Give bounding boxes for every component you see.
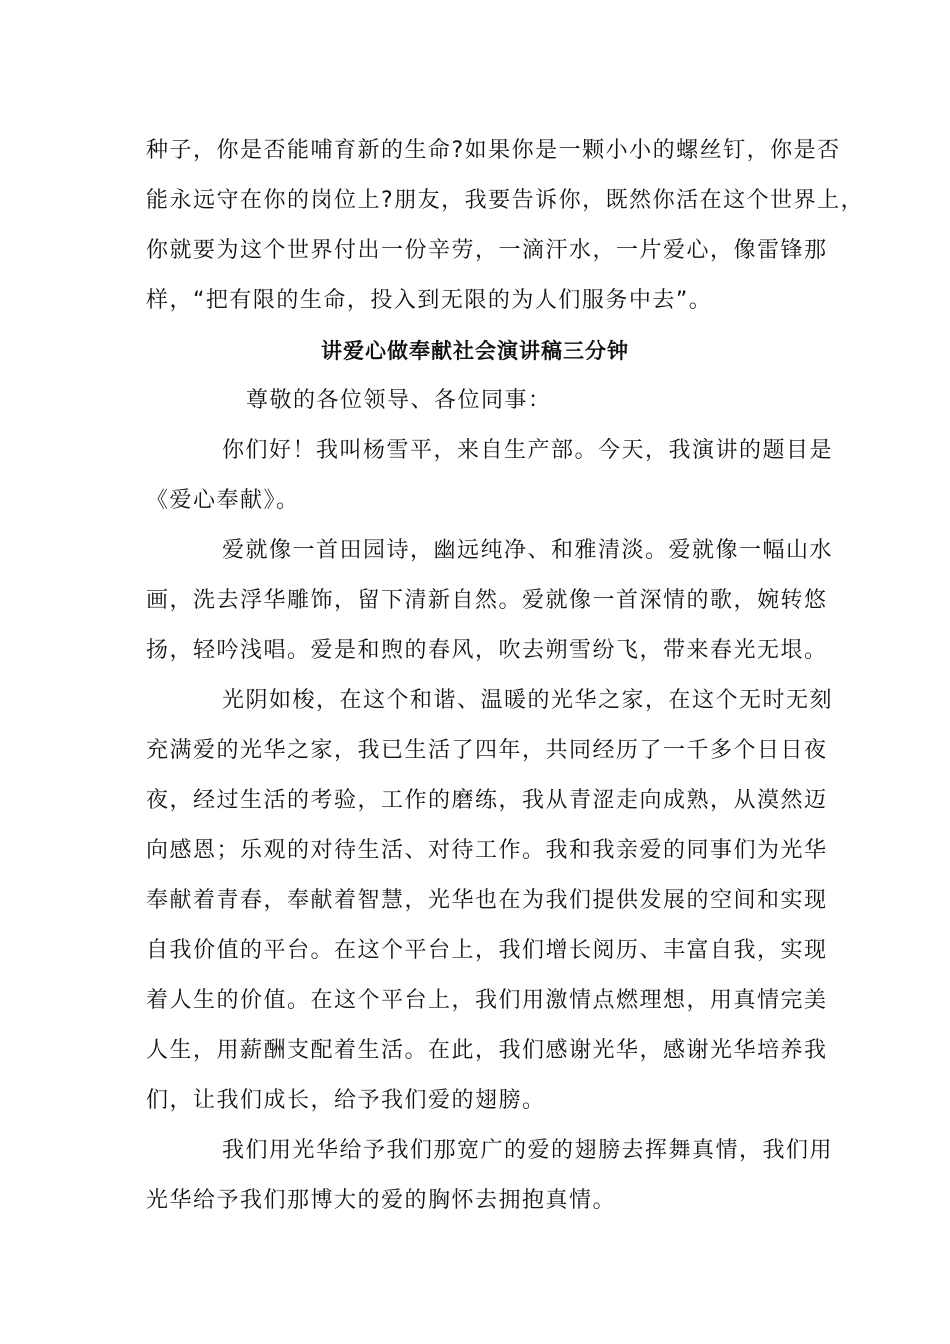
intro-line: 样，“把有限的生命，投入到无限的为人们服务中去”。 [146, 288, 713, 313]
paragraph-line: 光阴如梭，在这个和谐、温暖的光华之家，在这个无时无刻 [222, 688, 834, 713]
intro-line: 你就要为这个世界付出一份辛劳，一滴汗水，一片爱心，像雷锋那 [146, 238, 828, 263]
paragraph-line: 向感恩；乐观的对待生活、对待工作。我和我亲爱的同事们为光华 [146, 838, 828, 863]
section-title: 讲爱心做奉献社会演讲稿三分钟 [321, 339, 629, 363]
paragraph-line: 爱就像一首田园诗，幽远纯净、和雅清淡。爱就像一幅山水 [222, 538, 834, 563]
paragraph-line: 充满爱的光华之家，我已生活了四年，共同经历了一千多个日日夜 [146, 738, 828, 763]
paragraph-line: 们，让我们成长，给予我们爱的翅膀。 [146, 1088, 546, 1113]
paragraph-line: 你们好！我叫杨雪平，来自生产部。今天，我演讲的题目是 [222, 438, 834, 463]
paragraph-line: 画，洗去浮华雕饰，留下清新自然。爱就像一首深情的歌，婉转悠 [146, 588, 828, 613]
paragraph-line: 《爱心奉献》。 [146, 488, 300, 513]
intro-line: 种子，你是否能哺育新的生命?如果你是一颗小小的螺丝钉，你是否 [146, 138, 841, 163]
paragraph-line: 着人生的价值。在这个平台上，我们用激情点燃理想，用真情完美 [146, 988, 828, 1013]
paragraph-line: 夜，经过生活的考验，工作的磨练，我从青涩走向成熟，从漠然迈 [146, 788, 828, 813]
salutation: 尊敬的各位领导、各位同事： [246, 388, 552, 413]
intro-line: 能永远守在你的岗位上?朋友，我要告诉你，既然你活在这个世界上， [146, 188, 865, 213]
paragraph-line: 奉献着青春，奉献着智慧，光华也在为我们提供发展的空间和实现 [146, 888, 828, 913]
paragraph-line: 扬，轻吟浅唱。爱是和煦的春风，吹去朔雪纷飞，带来春光无垠。 [146, 638, 828, 663]
paragraph-line: 人生，用薪酬支配着生活。在此，我们感谢光华，感谢光华培养我 [146, 1038, 828, 1063]
paragraph-line: 光华给予我们那博大的爱的胸怀去拥抱真情。 [146, 1188, 617, 1213]
paragraph-line: 我们用光华给予我们那宽广的爱的翅膀去挥舞真情，我们用 [222, 1138, 834, 1163]
paragraph-line: 自我价值的平台。在这个平台上，我们增长阅历、丰富自我，实现 [146, 938, 828, 963]
